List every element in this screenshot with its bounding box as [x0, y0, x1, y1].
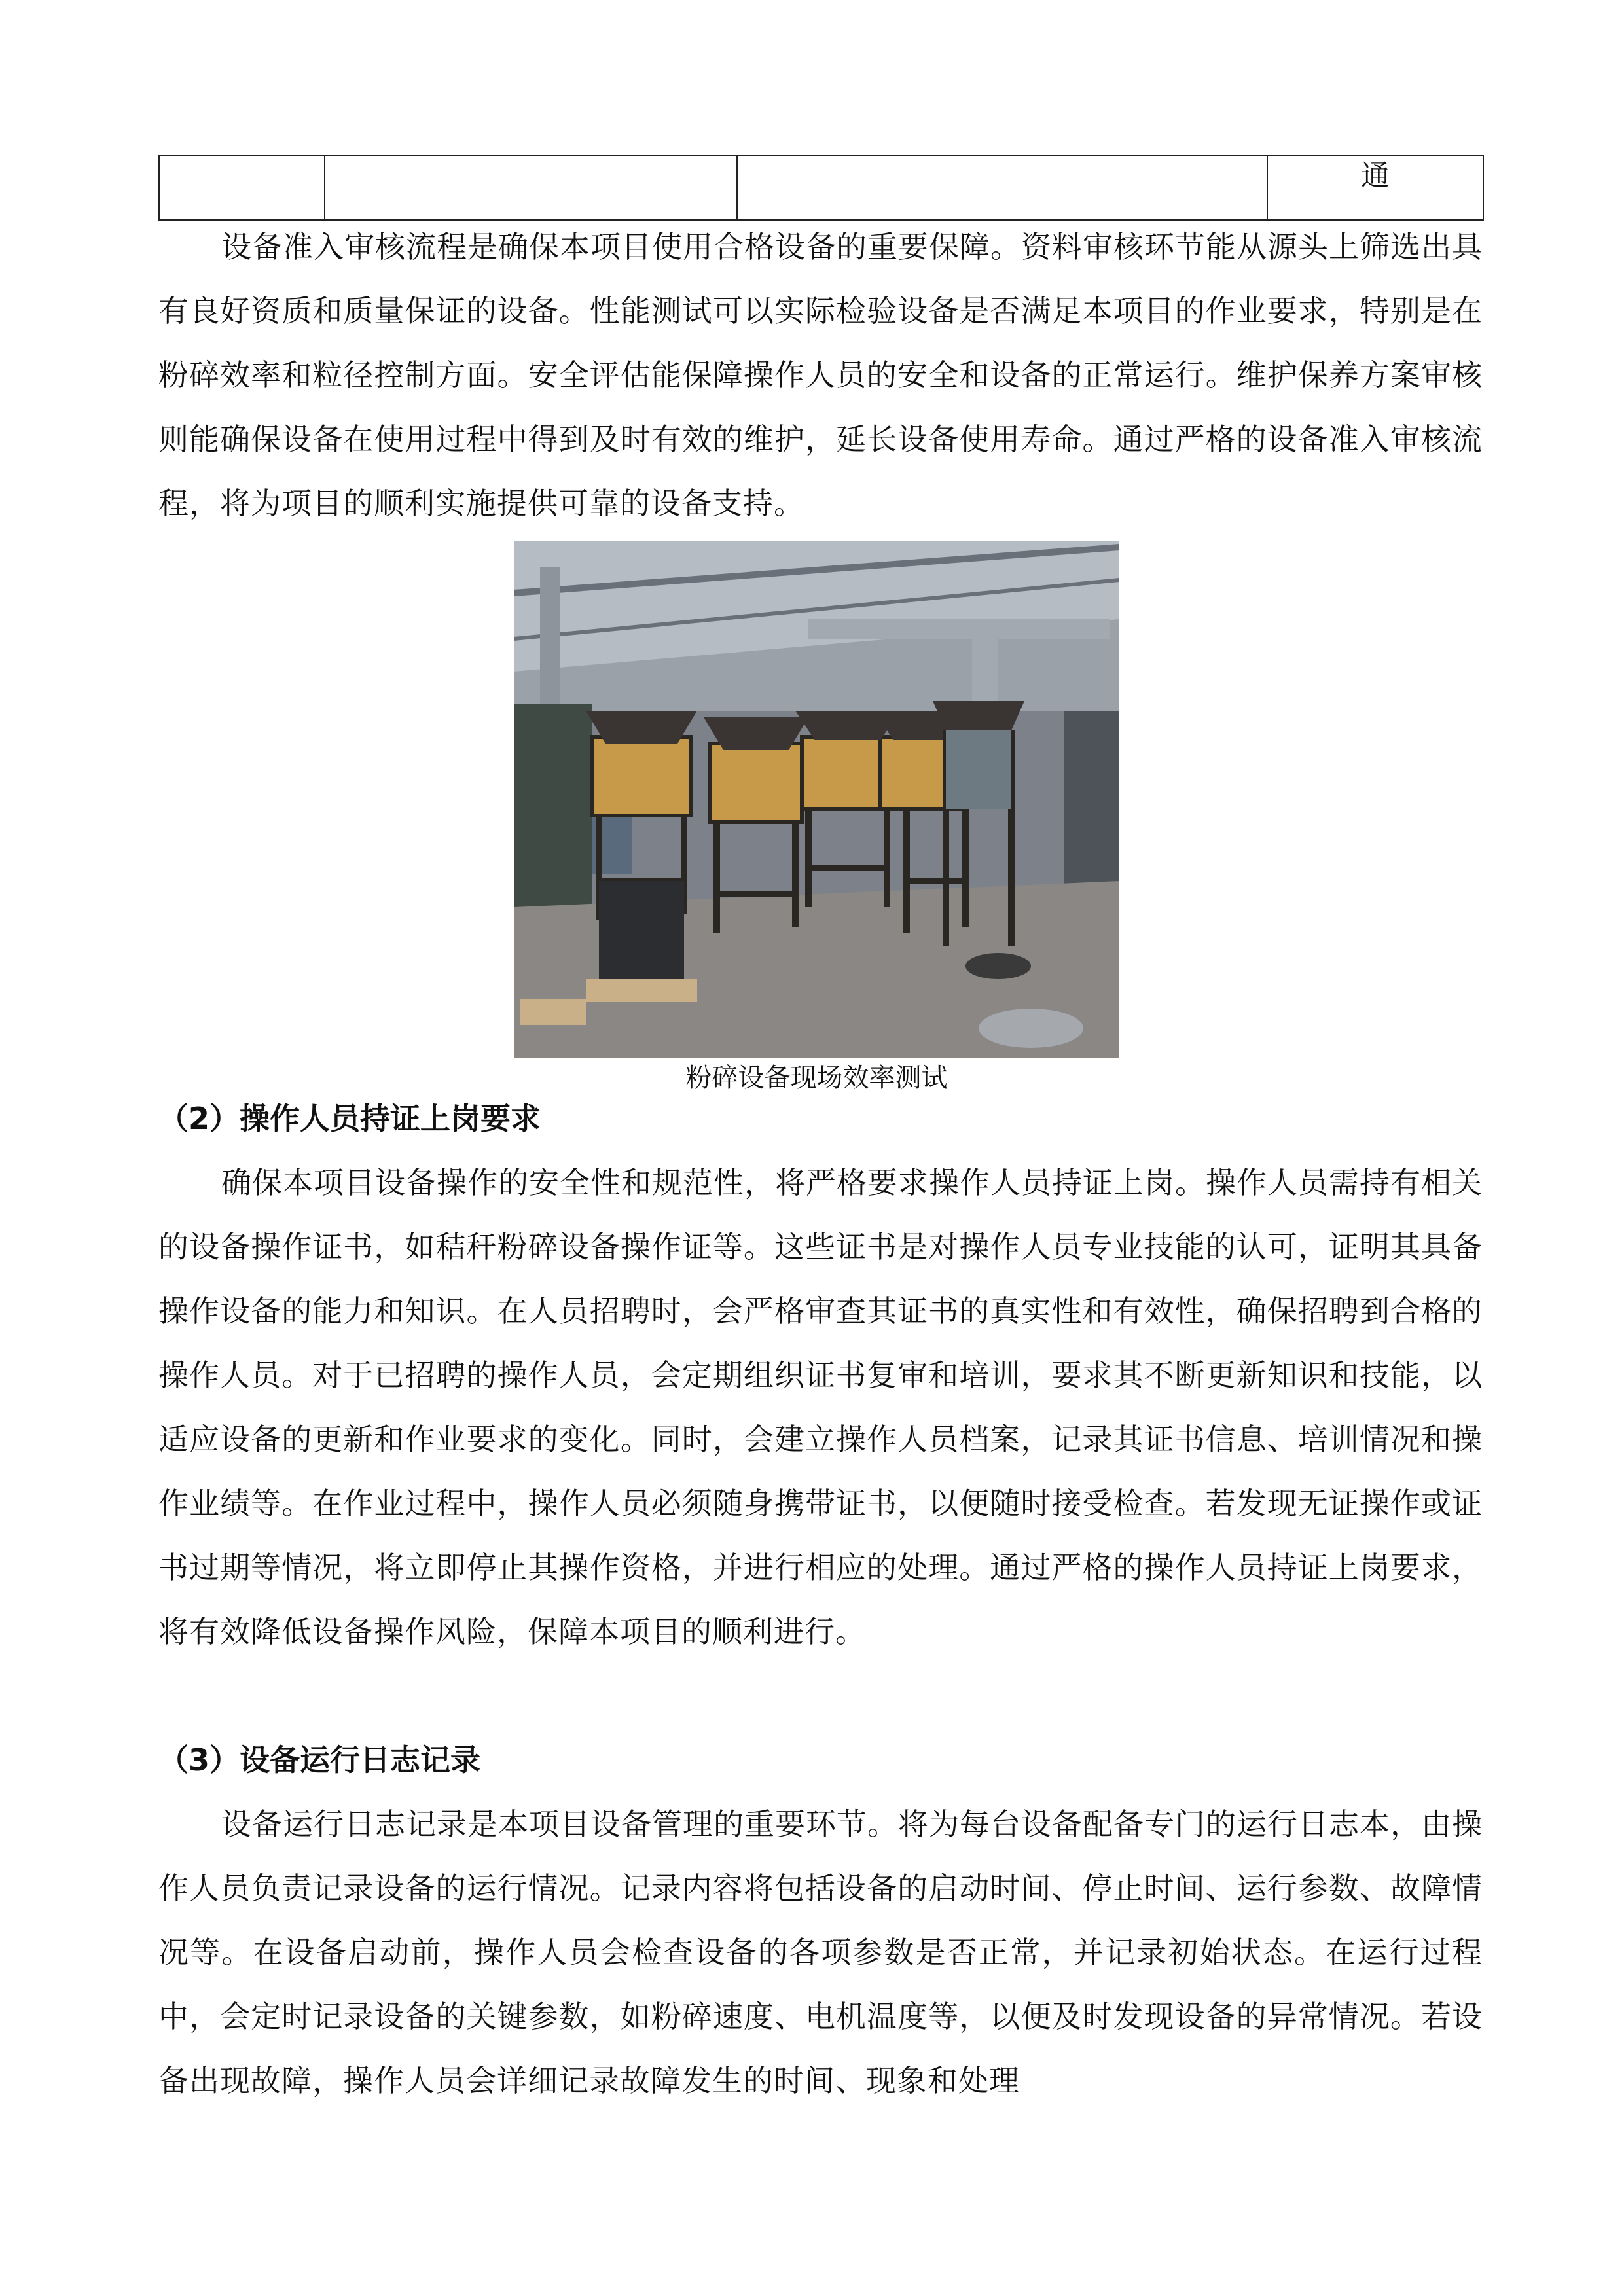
table-cell	[159, 156, 325, 220]
intro-section	[158, 215, 1483, 535]
paragraph: 设备运行日志记录是本项目设备管理的重要环节。将为每台设备配备专门的运行日志本，由操作人员负责记录设备的运行情况。记录内容将包括设备的启动时间、停止时间、运行参数、故障情况等。在设备启动前，操作人员会检查设备的各项参数是否正常，并记录初始状态。在运行过程中，会定时记录设备的关键参数，如粉碎速度、电机温度等，以便及时发现设备的异常情况。若设备出现故障，操作人员会详细记录故障发生的时间、现象和处理	[158, 1806, 1483, 2098]
equipment-photo	[514, 541, 1119, 1058]
section-heading: （2）操作人员持证上岗要求	[158, 1101, 541, 1136]
paragraph: 确保本项目设备操作的安全性和规范性，将严格要求操作人员持证上岗。操作人员需持有相关的设备操作证书，如秸秆粉碎设备操作证等。这些证书是对操作人员专业技能的认可，证明其具备操作设备的能力和知识。在人员招聘时，会严格审查其证书的真实性和有效性，确保招聘到合格的操作人员。对于已招聘的操作人员，会定期组织证书复审和培训，要求其不断更新知识和技能，以适应设备的更新和作业要求的变化。同时，会建立操作人员档案，记录其证书信息、培训情况和操作业绩等。在作业过程中，操作人员必须随身携带证书，以便随时接受检查。若发现无证操作或证书过期等情况，将立即停止其操作资格，并进行相应的处理。通过严格的操作人员持证上岗要求，将有效降低设备操作风险，保障本项目的顺利进行。	[158, 1165, 1483, 1649]
section-operation-log	[158, 1728, 1483, 2113]
section-heading: （3）设备运行日志记录	[158, 1742, 481, 1778]
table-cell	[737, 156, 1267, 220]
table-fragment	[158, 155, 1484, 221]
table-cell	[325, 156, 737, 220]
paragraph: 设备准入审核流程是确保本项目使用合格设备的重要保障。资料审核环节能从源头上筛选出具有良好资质和质量保证的设备。性能测试可以实际检验设备是否满足本项目的作业要求，特别是在粉碎效率和粒径控制方面。安全评估能保障操作人员的安全和设备的正常运行。维护保养方案审核则能确保设备在使用过程中得到及时有效的维护，延长设备使用寿命。通过严格的设备准入审核流程，将为项目的顺利实施提供可靠的设备支持。	[158, 229, 1483, 521]
section-operator-certification	[158, 1086, 1483, 1664]
table-cell: 通	[1267, 156, 1483, 220]
figure-caption: 粉碎设备现场效率测试	[685, 1063, 948, 1093]
table-row	[159, 156, 1483, 220]
